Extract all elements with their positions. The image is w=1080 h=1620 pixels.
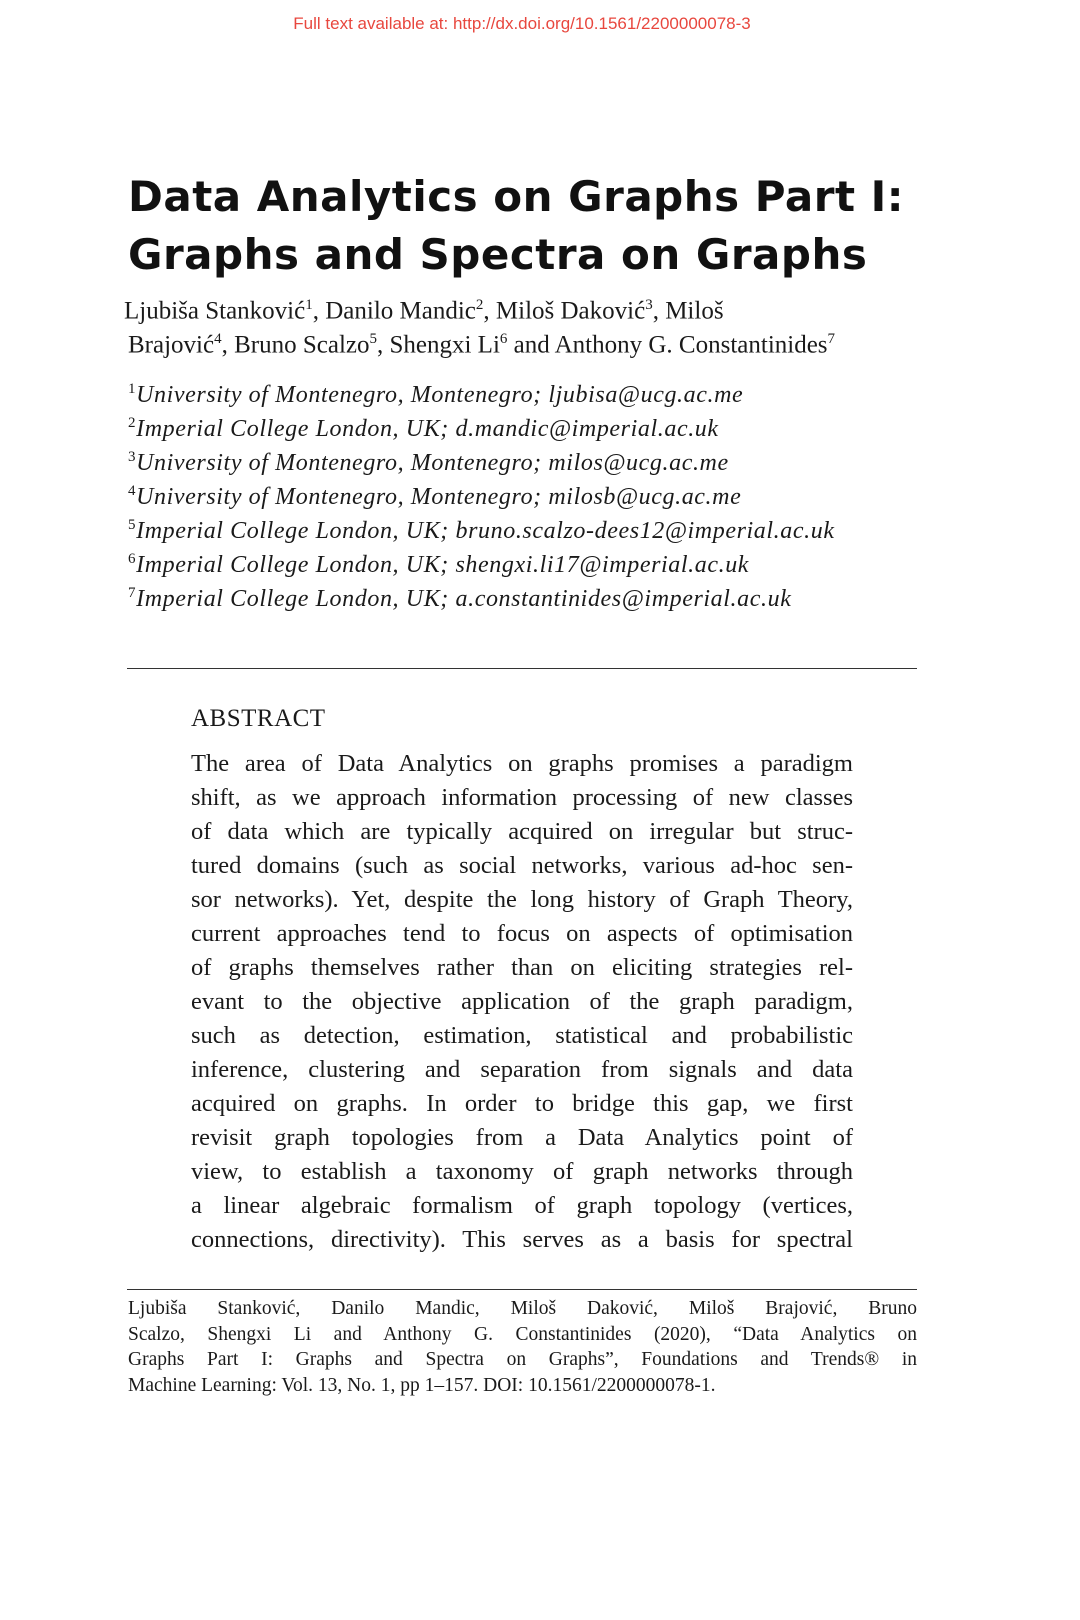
author-name: Bruno Scalzo — [234, 331, 370, 359]
author-affiliation-number: 2 — [475, 297, 484, 313]
title-divider — [127, 668, 917, 669]
abstract-line: The area of Data Analytics on graphs promises a paradigm — [191, 750, 853, 777]
affiliation-text: Imperial College London, UK; a.constantinides@imperial.ac.uk — [136, 586, 792, 612]
author-affiliation-number: 6 — [499, 331, 508, 347]
author-affiliation-number: 7 — [827, 331, 836, 347]
abstract-line: shift, as we approach information processing of new classes — [191, 784, 853, 811]
affiliation-text: Imperial College London, UK; shengxi.li17@imperial.ac.uk — [136, 552, 750, 578]
author-name: Ljubiša Stanković — [124, 297, 306, 325]
abstract-line: evant to the objective application of the graph paradigm, — [191, 988, 853, 1015]
footnote-line: Scalzo, Shengxi Li and Anthony G. Constantinides (2020), “Data Analytics on — [128, 1323, 917, 1345]
author-affiliation-number: 1 — [305, 297, 313, 313]
affiliation-number: 7 — [128, 585, 137, 601]
author-line-1 — [124, 297, 724, 325]
affiliation-number: 5 — [128, 517, 137, 533]
affiliation-text: Imperial College London, UK; bruno.scalzo-dees12@imperial.ac.uk — [136, 518, 835, 544]
author-separator: , — [376, 331, 390, 359]
affiliation-item — [128, 449, 729, 477]
affiliation-text: Imperial College London, UK; d.mandic@imperial.ac.uk — [136, 416, 719, 442]
footnote-line: Ljubiša Stanković, Danilo Mandic, Miloš Daković, Miloš Brajović, Bruno — [128, 1298, 917, 1319]
abstract-line: of data which are typically acquired on irregular but struc- — [191, 818, 853, 845]
abstract-line: sor networks). Yet, despite the long history of Graph Theory, — [191, 886, 853, 913]
full-text-link[interactable]: Full text available at: http://dx.doi.org/10.1561/2200000078-3 — [293, 14, 751, 33]
affiliation-item — [128, 551, 749, 579]
abstract-line: a linear algebraic formalism of graph topology (vertices, — [191, 1192, 853, 1219]
author-separator: , — [312, 297, 326, 325]
author-name: Shengxi Li — [389, 331, 500, 359]
paper-title-line-1: Data Analytics on Graphs Part I: — [128, 172, 905, 221]
author-separator: and — [507, 331, 555, 359]
affiliation-number: 3 — [128, 449, 137, 465]
affiliation-text: University of Montenegro, Montenegro; milosb@ucg.ac.me — [136, 484, 742, 510]
affiliation-text: University of Montenegro, Montenegro; ljubisa@ucg.ac.me — [136, 382, 744, 408]
author-separator: , — [221, 331, 235, 359]
affiliation-item — [128, 517, 835, 545]
abstract-heading: ABSTRACT — [191, 705, 326, 732]
affiliation-item — [128, 415, 719, 443]
author-name: Anthony G. Constantinides — [554, 331, 828, 359]
author-affiliation-number: 3 — [645, 297, 653, 313]
affiliation-number: 6 — [128, 551, 137, 567]
affiliation-item — [128, 381, 743, 409]
author-name: Brajović — [128, 331, 215, 359]
abstract-line: of graphs themselves rather than on eliciting strategies rel- — [191, 954, 853, 981]
footnote-divider — [127, 1289, 917, 1290]
author-affiliation-number: 4 — [214, 331, 222, 347]
author-line-2 — [128, 331, 835, 359]
footnote-line: Machine Learning: Vol. 13, No. 1, pp 1–157. DOI: 10.1561/2200000078-1. — [128, 1374, 716, 1396]
affiliation-item — [128, 483, 741, 511]
abstract-line: tured domains (such as social networks, various ad-hoc sen- — [191, 852, 853, 879]
affiliation-item — [128, 585, 791, 613]
paper-title-line-2: Graphs and Spectra on Graphs — [128, 230, 868, 279]
abstract-line: inference, clustering and separation from signals and data — [191, 1056, 853, 1083]
abstract-line: revisit graph topologies from a Data Analytics point of — [191, 1124, 853, 1151]
abstract-line: connections, directivity). This serves as a basis for spectral — [191, 1226, 853, 1253]
author-name: Miloš Daković — [495, 297, 646, 325]
affiliation-number: 2 — [128, 415, 137, 431]
affiliation-number: 1 — [128, 381, 137, 397]
author-separator: , — [483, 297, 496, 325]
abstract-line: current approaches tend to focus on aspects of optimisation — [191, 920, 853, 947]
abstract-line: view, to establish a taxonomy of graph networks through — [191, 1158, 853, 1185]
abstract-line: such as detection, estimation, statistical and probabilistic — [191, 1022, 853, 1049]
author-name: Danilo Mandic — [325, 297, 476, 325]
author-separator: , Miloš — [652, 297, 724, 325]
footnote-line: Graphs Part I: Graphs and Spectra on Graphs”, Foundations and Trends® in — [128, 1349, 917, 1370]
affiliation-text: University of Montenegro, Montenegro; milos@ucg.ac.me — [136, 450, 729, 476]
affiliation-number: 4 — [128, 483, 137, 499]
abstract-line: acquired on graphs. In order to bridge this gap, we first — [191, 1090, 853, 1117]
author-affiliation-number: 5 — [369, 331, 377, 347]
